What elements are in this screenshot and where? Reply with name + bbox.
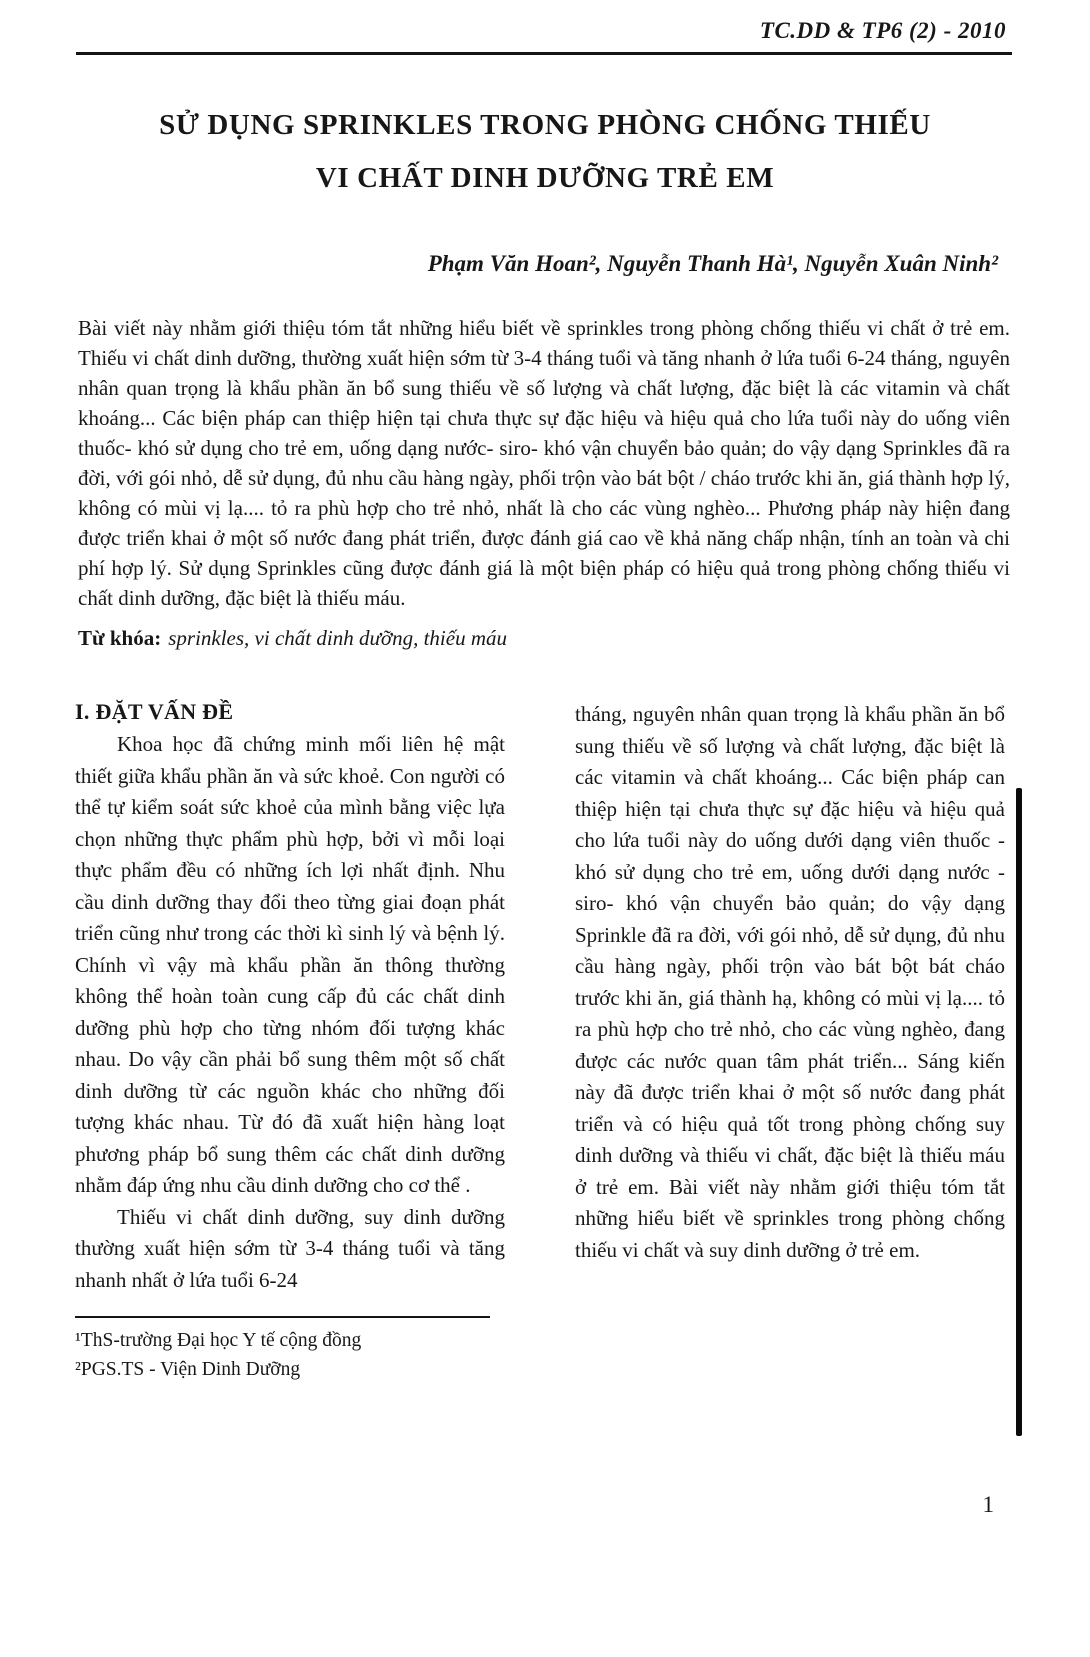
footnote-2: ²PGS.TS - Viện Dinh Dưỡng — [75, 1359, 301, 1380]
header-rule — [76, 52, 1012, 55]
page-number: 1 — [982, 1492, 994, 1517]
journal-header-text: TC.DD & TP6 (2) - 2010 — [759, 18, 1006, 43]
right-column — [575, 699, 1005, 1296]
two-column-body — [75, 699, 1005, 1296]
footnotes — [75, 1326, 1090, 1384]
keywords-line — [78, 623, 1010, 653]
scan-artifact-line — [1016, 788, 1022, 1436]
paper-title-line-2: VI CHẤT DINH DƯỠNG TRẺ EM — [315, 162, 775, 194]
authors-line: Phạm Văn Hoan², Nguyễn Thanh Hà¹, Nguyễn Xuân Ninh² — [427, 251, 998, 276]
left-column — [75, 699, 505, 1296]
paper-title-line-1: SỬ DỤNG SPRINKLES TRONG PHÒNG CHỐNG THIẾU — [159, 109, 931, 141]
keywords-text: sprinkles, vi chất dinh dưỡng, thiếu máu — [168, 626, 508, 650]
section-1-heading: I. ĐẶT VẤN ĐỀ — [75, 699, 234, 724]
paper-title — [60, 99, 1030, 205]
body-paragraph: Khoa học đã chứng minh mối liên hệ mật thiết giữa khẩu phần ăn và sức khoẻ. Con người có thể tự kiểm soát sức khoẻ của mình bằng việc lựa chọn những thực phẩm phù hợp, bởi vì mỗi loại thực phẩm đều có những ích lợi nhất định. Nhu cầu dinh dưỡng thay đổi theo từng giai đoạn phát triển cũng như trong các thời kì sinh lý và bệnh lý. Chính vì vậy mà khẩu phần ăn thông thường không thể hoàn toàn cung cấp đủ các chất dinh dưỡng phù hợp cho từng nhóm đối tượng khác nhau. Do vậy cần phải bổ sung thêm một số chất dinh dưỡng từ các nguồn khác cho những đối tượng khác nhau. Từ đó đã xuất hiện hàng loạt phương pháp bổ sung thêm các chất dinh dưỡng nhằm đáp ứng nhu cầu dinh dưỡng cho cơ thể . — [75, 732, 505, 1197]
body-paragraph: tháng, nguyên nhân quan trọng là khẩu phần ăn bổ sung thiếu về số lượng và chất lượng, đặc biệt là các vitamin và chất khoáng... Các biện pháp can thiệp hiện tại chưa thực sự đặc hiệu và hiệu quả cho lứa tuổi này do uống dưới dạng viên thuốc - khó sử dụng cho trẻ em, uống dưới dạng nước - siro- khó vận chuyển bảo quản; do vậy dạng Sprinkle đã ra đời, với gói nhỏ, dễ sử dụng, đủ nhu cầu hàng ngày, phối trộn vào bát bột bát cháo trước khi ăn, giá thành hạ, không có mùi vị lạ.... tỏ ra phù hợp cho trẻ nhỏ, cho các vùng nghèo, đang được các nước quan tâm phát triển... Sáng kiến này đã được triển khai ở một số nước đang phát triển và có hiệu quả tốt trong phòng chống suy dinh dưỡng và thiếu vi chất, đặc biệt là thiếu máu ở trẻ em. Bài viết này nhằm giới thiệu tóm tắt những hiểu biết về sprinkles trong phòng chống thiếu vi chất và suy dinh dưỡng ở trẻ em. — [575, 702, 1005, 1262]
footnote-rule — [75, 1316, 490, 1318]
abstract-paragraph: Bài viết này nhằm giới thiệu tóm tắt những hiểu biết về sprinkles trong phòng chống thiếu vi chất ở trẻ em. Thiếu vi chất dinh dưỡng, thường xuất hiện sớm từ 3-4 tháng tuổi và tăng nhanh ở lứa tuổi 6-24 tháng, nguyên nhân quan trọng là khẩu phần ăn bổ sung thiếu về số lượng và chất lượng, đặc biệt là các vitamin và chất khoáng... Các biện pháp can thiệp hiện tại chưa thực sự đặc hiệu và hiệu quả cho lứa tuổi này do uống viên thuốc- khó sử dụng cho trẻ em, uống dạng nước- siro- khó vận chuyển bảo quản; do vậy dạng Sprinkles đã ra đời, với gói nhỏ, dễ sử dụng, đủ nhu cầu hàng ngày, phối trộn vào bát bột / cháo trước khi ăn, giá thành hợp lý, không có mùi vị lạ.... tỏ ra phù hợp cho trẻ nhỏ, nhất là cho các vùng nghèo... Phương pháp này hiện đang được triển khai ở một số nước đang phát triển, được đánh giá cao về khả năng chấp nhận, tính an toàn và chi phí hợp lý. Sử dụng Sprinkles cũng được đánh giá là một biện pháp có hiệu quả trong phòng chống thiếu vi chất dinh dưỡng, đặc biệt là thiếu máu. — [78, 316, 1010, 610]
body-paragraph: Thiếu vi chất dinh dưỡng, suy dinh dưỡng thường xuất hiện sớm từ 3-4 tháng tuổi và tăng nhanh nhất ở lứa tuổi 6-24 — [75, 1204, 505, 1292]
keywords-label: Từ khóa: — [78, 626, 162, 650]
footnote-1: ¹ThS-trường Đại học Y tế cộng đồng — [75, 1330, 362, 1351]
journal-header — [0, 0, 1090, 44]
